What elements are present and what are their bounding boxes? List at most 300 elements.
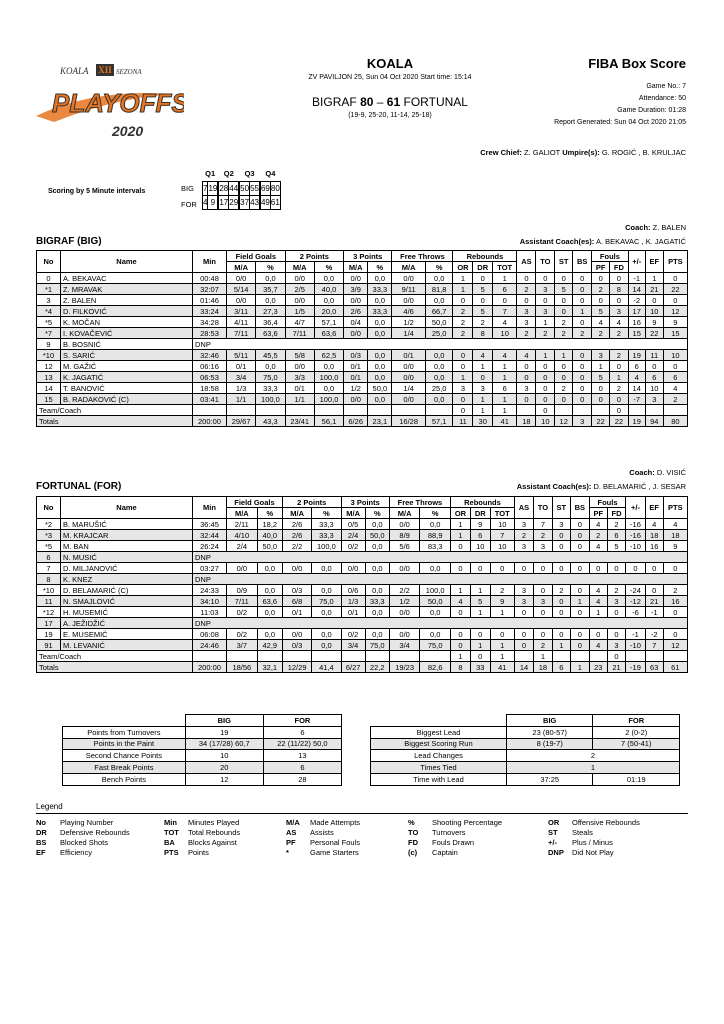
- stat-cell: 0/0: [392, 372, 425, 383]
- stat-cell: 0,0: [256, 361, 285, 372]
- stat-cell: 100,0: [256, 394, 285, 405]
- stat-cell: 0,0: [314, 361, 343, 372]
- stat-cell: 4: [517, 350, 536, 361]
- stat-cell: 33,3: [312, 519, 341, 530]
- stat-cell: 33,3: [256, 383, 285, 394]
- final-score: [250, 95, 530, 109]
- stat-cell: 4: [610, 317, 628, 328]
- stat-cell: 4/11: [227, 317, 256, 328]
- legend-key: AS: [286, 828, 297, 837]
- stat-cell: 10: [645, 306, 663, 317]
- stat-cell: 0: [473, 273, 493, 284]
- stat-cell: 9: [645, 317, 663, 328]
- player-number: *10: [37, 350, 61, 361]
- summary-row: [371, 773, 680, 785]
- player-row: [37, 607, 688, 618]
- stat-cell: 0,0: [257, 563, 282, 574]
- stat-cell: 11: [645, 350, 663, 361]
- stat-cell: 0,0: [312, 585, 341, 596]
- player-name: M. LEVANIĆ: [61, 640, 193, 651]
- stat-cell: 0: [573, 273, 592, 284]
- stat-cell: 14: [628, 383, 645, 394]
- total-cell: 22: [610, 416, 628, 427]
- total-cell: 18: [517, 416, 536, 427]
- stat-cell: 0/3: [282, 585, 311, 596]
- stat-cell: 1: [492, 273, 516, 284]
- stat-cell: 3: [533, 596, 552, 607]
- player-name: M. BAN: [61, 541, 193, 552]
- stat-cell: 2/2: [389, 585, 420, 596]
- total-cell: 6/26: [344, 416, 368, 427]
- col-subheader-fd: FD: [610, 262, 628, 273]
- stat-cell: 75,0: [365, 640, 389, 651]
- stat-cell: 3: [517, 317, 536, 328]
- summary-header: [371, 715, 680, 727]
- summary-value: 7 (50-41): [593, 738, 680, 750]
- player-number: 17: [37, 618, 61, 629]
- stat-cell: 0,0: [256, 295, 285, 306]
- stat-cell: 0: [536, 383, 555, 394]
- legend-desc: Points: [188, 848, 209, 857]
- team2-coach: [629, 468, 686, 477]
- legend-key: DNP: [548, 848, 564, 857]
- col-subheader-dr: DR: [473, 262, 493, 273]
- stat-cell: 0/0: [344, 273, 368, 284]
- stat-cell: 2: [555, 383, 573, 394]
- stat-cell: [389, 651, 420, 662]
- stat-cell: -2: [628, 295, 645, 306]
- stat-cell: [589, 651, 607, 662]
- stat-cell: [663, 405, 687, 416]
- col-subheader-fd: FD: [607, 508, 625, 519]
- legend-key: No: [36, 818, 46, 827]
- stat-cell: 8: [610, 284, 628, 295]
- legend-desc: Plus / Minus: [572, 838, 613, 847]
- summary-label: Points in the Paint: [63, 738, 186, 750]
- stat-cell: 0/0: [344, 295, 368, 306]
- stat-cell: 0,0: [365, 519, 389, 530]
- stat-cell: 34:28: [193, 317, 227, 328]
- col-header-fg: Field Goals: [227, 251, 286, 262]
- legend-key: BA: [164, 838, 175, 847]
- coach-label: Coach:: [625, 223, 651, 232]
- stat-cell: 32:46: [193, 350, 227, 361]
- col-header-no: No: [37, 497, 61, 519]
- stat-cell: 40,0: [257, 530, 282, 541]
- stat-cell: 4: [589, 585, 607, 596]
- player-name: K. JAGATIĆ: [61, 372, 193, 383]
- stat-cell: 0: [514, 629, 533, 640]
- stat-cell: 2: [533, 640, 552, 651]
- stat-cell: 62,5: [314, 350, 343, 361]
- player-name: D. BELAMARIĆ (C): [61, 585, 193, 596]
- player-number: 13: [37, 372, 61, 383]
- player-name: K. KNEZ: [61, 574, 193, 585]
- stat-cell: 0: [570, 640, 589, 651]
- stat-cell: 5: [607, 541, 625, 552]
- col-subheader-pct: %: [257, 508, 282, 519]
- stat-cell: 1/4: [392, 328, 425, 339]
- legend-key: PTS: [164, 848, 179, 857]
- col-subheader-ma: M/A: [282, 508, 311, 519]
- stat-cell: 2: [453, 306, 473, 317]
- stat-cell: 0,0: [365, 541, 389, 552]
- stat-cell: 27,3: [256, 306, 285, 317]
- stat-cell: 0: [570, 530, 589, 541]
- player-row: [37, 339, 688, 350]
- player-row: [37, 563, 688, 574]
- player-row: [37, 618, 688, 629]
- col-subheader-pct: %: [312, 508, 341, 519]
- stat-cell: 16: [663, 596, 687, 607]
- stat-cell: 0: [453, 361, 473, 372]
- legend-key: (c): [408, 848, 418, 857]
- stat-cell: 0: [573, 383, 592, 394]
- stat-cell: 3: [610, 306, 628, 317]
- logo-year-text: 2020: [112, 123, 144, 139]
- stat-cell: 1/2: [344, 383, 368, 394]
- total-cell: 200:00: [193, 416, 227, 427]
- assistant-label: Assistant Coach(es):: [519, 237, 595, 246]
- stat-cell: 0/0: [282, 563, 311, 574]
- player-row: [37, 552, 688, 563]
- logo-koala-text: KOALA: [60, 66, 89, 76]
- player-row: [37, 383, 688, 394]
- stat-cell: 4: [492, 317, 516, 328]
- stat-cell: [517, 405, 536, 416]
- stat-cell: 9: [470, 519, 490, 530]
- stat-cell: 0,0: [365, 629, 389, 640]
- stat-cell: 0: [663, 563, 687, 574]
- player-name: B. MARUŠIĆ: [61, 519, 193, 530]
- stat-cell: 0: [573, 295, 592, 306]
- interval-value: 17: [219, 195, 229, 209]
- summary-left-table: [62, 714, 342, 786]
- player-row: [37, 317, 688, 328]
- stat-cell: 75,0: [312, 596, 341, 607]
- legend: [36, 802, 688, 857]
- summary-row: [371, 726, 680, 738]
- stat-cell: 2: [517, 284, 536, 295]
- interval-value: 43: [250, 195, 260, 209]
- stat-cell: 20,0: [314, 306, 343, 317]
- stat-cell: 7/11: [285, 328, 314, 339]
- stat-cell: 0: [570, 519, 589, 530]
- legend-desc: Offensive Rebounds: [572, 818, 640, 827]
- stat-cell: 1: [450, 530, 470, 541]
- playoffs-logo: [34, 58, 184, 142]
- col-header-bs: BS: [570, 497, 589, 519]
- stat-cell: [592, 405, 610, 416]
- stat-cell: [193, 405, 227, 416]
- stat-cell: 3: [514, 596, 533, 607]
- total-cell: 200:00: [193, 662, 227, 673]
- total-cell: 30: [473, 416, 493, 427]
- stat-cell: 2: [453, 317, 473, 328]
- legend-key: EF: [36, 848, 46, 857]
- interval-quarter-label: Q2: [223, 169, 234, 179]
- stat-cell: 0,0: [368, 350, 392, 361]
- stat-cell: 0: [663, 295, 687, 306]
- summary-head-cell: BIG: [185, 715, 263, 727]
- stat-cell: 0,0: [425, 394, 453, 405]
- stat-cell: 0/1: [344, 372, 368, 383]
- stat-cell: 3/4: [227, 372, 256, 383]
- stat-cell: 1: [490, 640, 514, 651]
- stat-cell: 2/6: [344, 306, 368, 317]
- stat-cell: 2: [517, 328, 536, 339]
- stat-cell: 3: [552, 519, 570, 530]
- total-cell: 6/27: [341, 662, 365, 673]
- stat-cell: 0/0: [389, 519, 420, 530]
- stat-cell: 0: [517, 361, 536, 372]
- team-a-name: BIGRAF: [312, 95, 357, 109]
- game-duration: Game Duration: 01:28: [617, 107, 686, 114]
- stat-cell: 0: [573, 361, 592, 372]
- stat-cell: 0: [610, 273, 628, 284]
- legend-key: FD: [408, 838, 418, 847]
- stat-cell: [570, 651, 589, 662]
- stat-cell: 1: [589, 607, 607, 618]
- stat-cell: 0: [552, 563, 570, 574]
- stat-cell: 6/8: [282, 596, 311, 607]
- stat-cell: 1/5: [285, 306, 314, 317]
- stat-cell: 10: [645, 383, 663, 394]
- stat-cell: [663, 651, 687, 662]
- stat-cell: 0: [592, 383, 610, 394]
- total-cell: 33: [470, 662, 490, 673]
- stat-cell: 1: [453, 372, 473, 383]
- summary-value: 23 (80-57): [506, 726, 593, 738]
- stat-cell: 33:24: [193, 306, 227, 317]
- summary-head-cell: FOR: [593, 715, 680, 727]
- stat-cell: 0: [490, 563, 514, 574]
- stat-cell: 0: [663, 273, 687, 284]
- player-name: A. BEKAVAC: [61, 273, 193, 284]
- stat-cell: 0: [610, 361, 628, 372]
- stat-cell: 0: [570, 629, 589, 640]
- player-number: 12: [37, 361, 61, 372]
- stat-cell: 5: [470, 596, 490, 607]
- legend-desc: Did Not Play: [572, 848, 614, 857]
- stat-cell: 0/0: [285, 361, 314, 372]
- stat-cell: 1: [473, 361, 493, 372]
- stat-cell: 0: [470, 563, 490, 574]
- total-cell: 23: [589, 662, 607, 673]
- stat-cell: 4: [589, 541, 607, 552]
- player-row: [37, 328, 688, 339]
- stat-cell: 1/4: [392, 383, 425, 394]
- stat-cell: 0: [610, 394, 628, 405]
- stat-cell: 1/3: [341, 596, 365, 607]
- stat-cell: 0: [536, 361, 555, 372]
- total-cell: 8: [450, 662, 470, 673]
- col-header-ft: Free Throws: [389, 497, 450, 508]
- assistant-names: D. BELAMARIĆ , J. SESAR: [593, 482, 686, 491]
- col-header-name: Name: [61, 251, 193, 273]
- player-number: 0: [37, 273, 61, 284]
- col-header-fouls: Fouls: [592, 251, 628, 262]
- stat-cell: 2/4: [341, 530, 365, 541]
- stat-cell: [341, 651, 365, 662]
- legend-desc: Blocks Against: [188, 838, 237, 847]
- stat-cell: 0/0: [227, 273, 256, 284]
- col-header-reb: Rebounds: [450, 497, 514, 508]
- stat-cell: 42,9: [257, 640, 282, 651]
- stat-cell: 4/7: [285, 317, 314, 328]
- stat-cell: 0: [589, 563, 607, 574]
- stat-cell: 9/11: [392, 284, 425, 295]
- stat-cell: 0: [589, 629, 607, 640]
- stat-cell: 0: [555, 306, 573, 317]
- stat-cell: 3: [645, 394, 663, 405]
- legend-desc: Defensive Rebounds: [60, 828, 130, 837]
- stat-cell: -6: [626, 607, 646, 618]
- stat-cell: 0/9: [227, 585, 258, 596]
- player-name: E. MUSEMIĆ: [61, 629, 193, 640]
- total-cell: 57,1: [425, 416, 453, 427]
- stat-cell: 2: [555, 328, 573, 339]
- stat-cell: 1: [490, 607, 514, 618]
- logo-sezona-text: SEZONA: [116, 68, 142, 76]
- stat-cell: 1: [592, 361, 610, 372]
- stat-cell: 2: [473, 317, 493, 328]
- stat-cell: 03:27: [193, 563, 227, 574]
- stat-cell: 26:24: [193, 541, 227, 552]
- stat-cell: 24:33: [193, 585, 227, 596]
- stat-cell: 1/1: [227, 394, 256, 405]
- player-row: [37, 394, 688, 405]
- stat-cell: 0/0: [389, 629, 420, 640]
- total-cell: 94: [645, 416, 663, 427]
- stat-cell: 01:46: [193, 295, 227, 306]
- stat-cell: 6: [492, 383, 516, 394]
- stat-cell: -10: [626, 541, 646, 552]
- stat-cell: 0: [555, 372, 573, 383]
- stat-cell: 0,0: [420, 629, 451, 640]
- stat-cell: 0/1: [285, 383, 314, 394]
- stat-cell: 0,0: [420, 607, 451, 618]
- stat-cell: 0: [573, 394, 592, 405]
- stat-cell: -10: [626, 640, 646, 651]
- stat-cell: DNP: [193, 618, 688, 629]
- summary-row: [371, 750, 680, 762]
- stat-cell: 06:53: [193, 372, 227, 383]
- summary-value: 10: [185, 750, 263, 762]
- summary-head-cell: FOR: [263, 715, 341, 727]
- stat-cell: [645, 405, 663, 416]
- stat-cell: 0/1: [282, 607, 311, 618]
- total-cell: 80: [663, 416, 687, 427]
- stat-cell: 2: [592, 284, 610, 295]
- stat-cell: 7/11: [227, 596, 258, 607]
- stat-cell: 5/11: [227, 350, 256, 361]
- stat-cell: 10: [470, 541, 490, 552]
- summary-label: Biggest Scoring Run: [371, 738, 507, 750]
- player-number: 6: [37, 552, 61, 563]
- total-cell: 10: [536, 416, 555, 427]
- col-subheader-tot: TOT: [492, 262, 516, 273]
- stat-cell: 5: [555, 284, 573, 295]
- stat-cell: 1: [470, 585, 490, 596]
- player-row: [37, 596, 688, 607]
- stat-cell: 33,3: [368, 284, 392, 295]
- player-row: [37, 284, 688, 295]
- stat-cell: 8: [473, 328, 493, 339]
- stat-cell: 15: [628, 328, 645, 339]
- team-coach-label: Team/Coach: [37, 405, 193, 416]
- stat-cell: 0: [552, 629, 570, 640]
- stat-cell: 2: [663, 585, 687, 596]
- player-number: *7: [37, 328, 61, 339]
- stat-cell: 0: [555, 394, 573, 405]
- stat-cell: 0,0: [420, 563, 451, 574]
- col-header-p2: 2 Points: [282, 497, 341, 508]
- stat-cell: 0,0: [314, 295, 343, 306]
- stat-cell: [365, 651, 389, 662]
- legend-desc: Playing Number: [60, 818, 114, 827]
- player-row: [37, 306, 688, 317]
- summary-label: Fast Break Points: [63, 762, 186, 774]
- stat-cell: 6: [645, 372, 663, 383]
- stat-cell: 0: [573, 372, 592, 383]
- stat-cell: 15: [663, 328, 687, 339]
- stat-cell: 1: [536, 317, 555, 328]
- total-cell: 16/28: [392, 416, 425, 427]
- stat-cell: 32:44: [193, 530, 227, 541]
- legend-desc: Shooting Percentage: [432, 818, 503, 827]
- player-number: *4: [37, 306, 61, 317]
- total-cell: 43,3: [256, 416, 285, 427]
- stat-cell: 1: [533, 651, 552, 662]
- umpires-label: Umpire(s):: [562, 148, 600, 157]
- stat-cell: 1: [492, 361, 516, 372]
- stat-cell: 9: [490, 596, 514, 607]
- legend-desc: Blocked Shots: [60, 838, 108, 847]
- logo-roman-text: XII: [98, 65, 112, 75]
- stat-cell: 3: [607, 596, 625, 607]
- crew-info: [480, 148, 686, 157]
- total-cell: 22: [592, 416, 610, 427]
- col-subheader-ma: M/A: [285, 262, 314, 273]
- summary-row: [371, 738, 680, 750]
- stat-cell: 2: [663, 394, 687, 405]
- stat-cell: 0: [470, 629, 490, 640]
- player-row: [37, 574, 688, 585]
- col-subheader-ma: M/A: [392, 262, 425, 273]
- stat-cell: 50,0: [368, 383, 392, 394]
- stat-cell: 0: [573, 284, 592, 295]
- col-header-p3: 3 Points: [341, 497, 389, 508]
- legend-desc: Fouls Drawn: [432, 838, 475, 847]
- stat-cell: 00:48: [193, 273, 227, 284]
- summary-label: Points from Turnovers: [63, 726, 186, 738]
- stat-cell: 4: [663, 519, 687, 530]
- summary-row: [63, 750, 342, 762]
- summary-value: 6: [263, 762, 341, 774]
- stat-cell: 06:08: [193, 629, 227, 640]
- stat-cell: 50,0: [425, 317, 453, 328]
- stat-cell: 0: [610, 295, 628, 306]
- stat-cell: 100,0: [312, 541, 341, 552]
- summary-label: Second Chance Points: [63, 750, 186, 762]
- stat-cell: 03:41: [193, 394, 227, 405]
- stat-cell: 2: [555, 317, 573, 328]
- team1-assistants: [520, 237, 686, 246]
- player-number: *3: [37, 530, 61, 541]
- stat-cell: 4: [492, 350, 516, 361]
- summary-row: [63, 773, 342, 785]
